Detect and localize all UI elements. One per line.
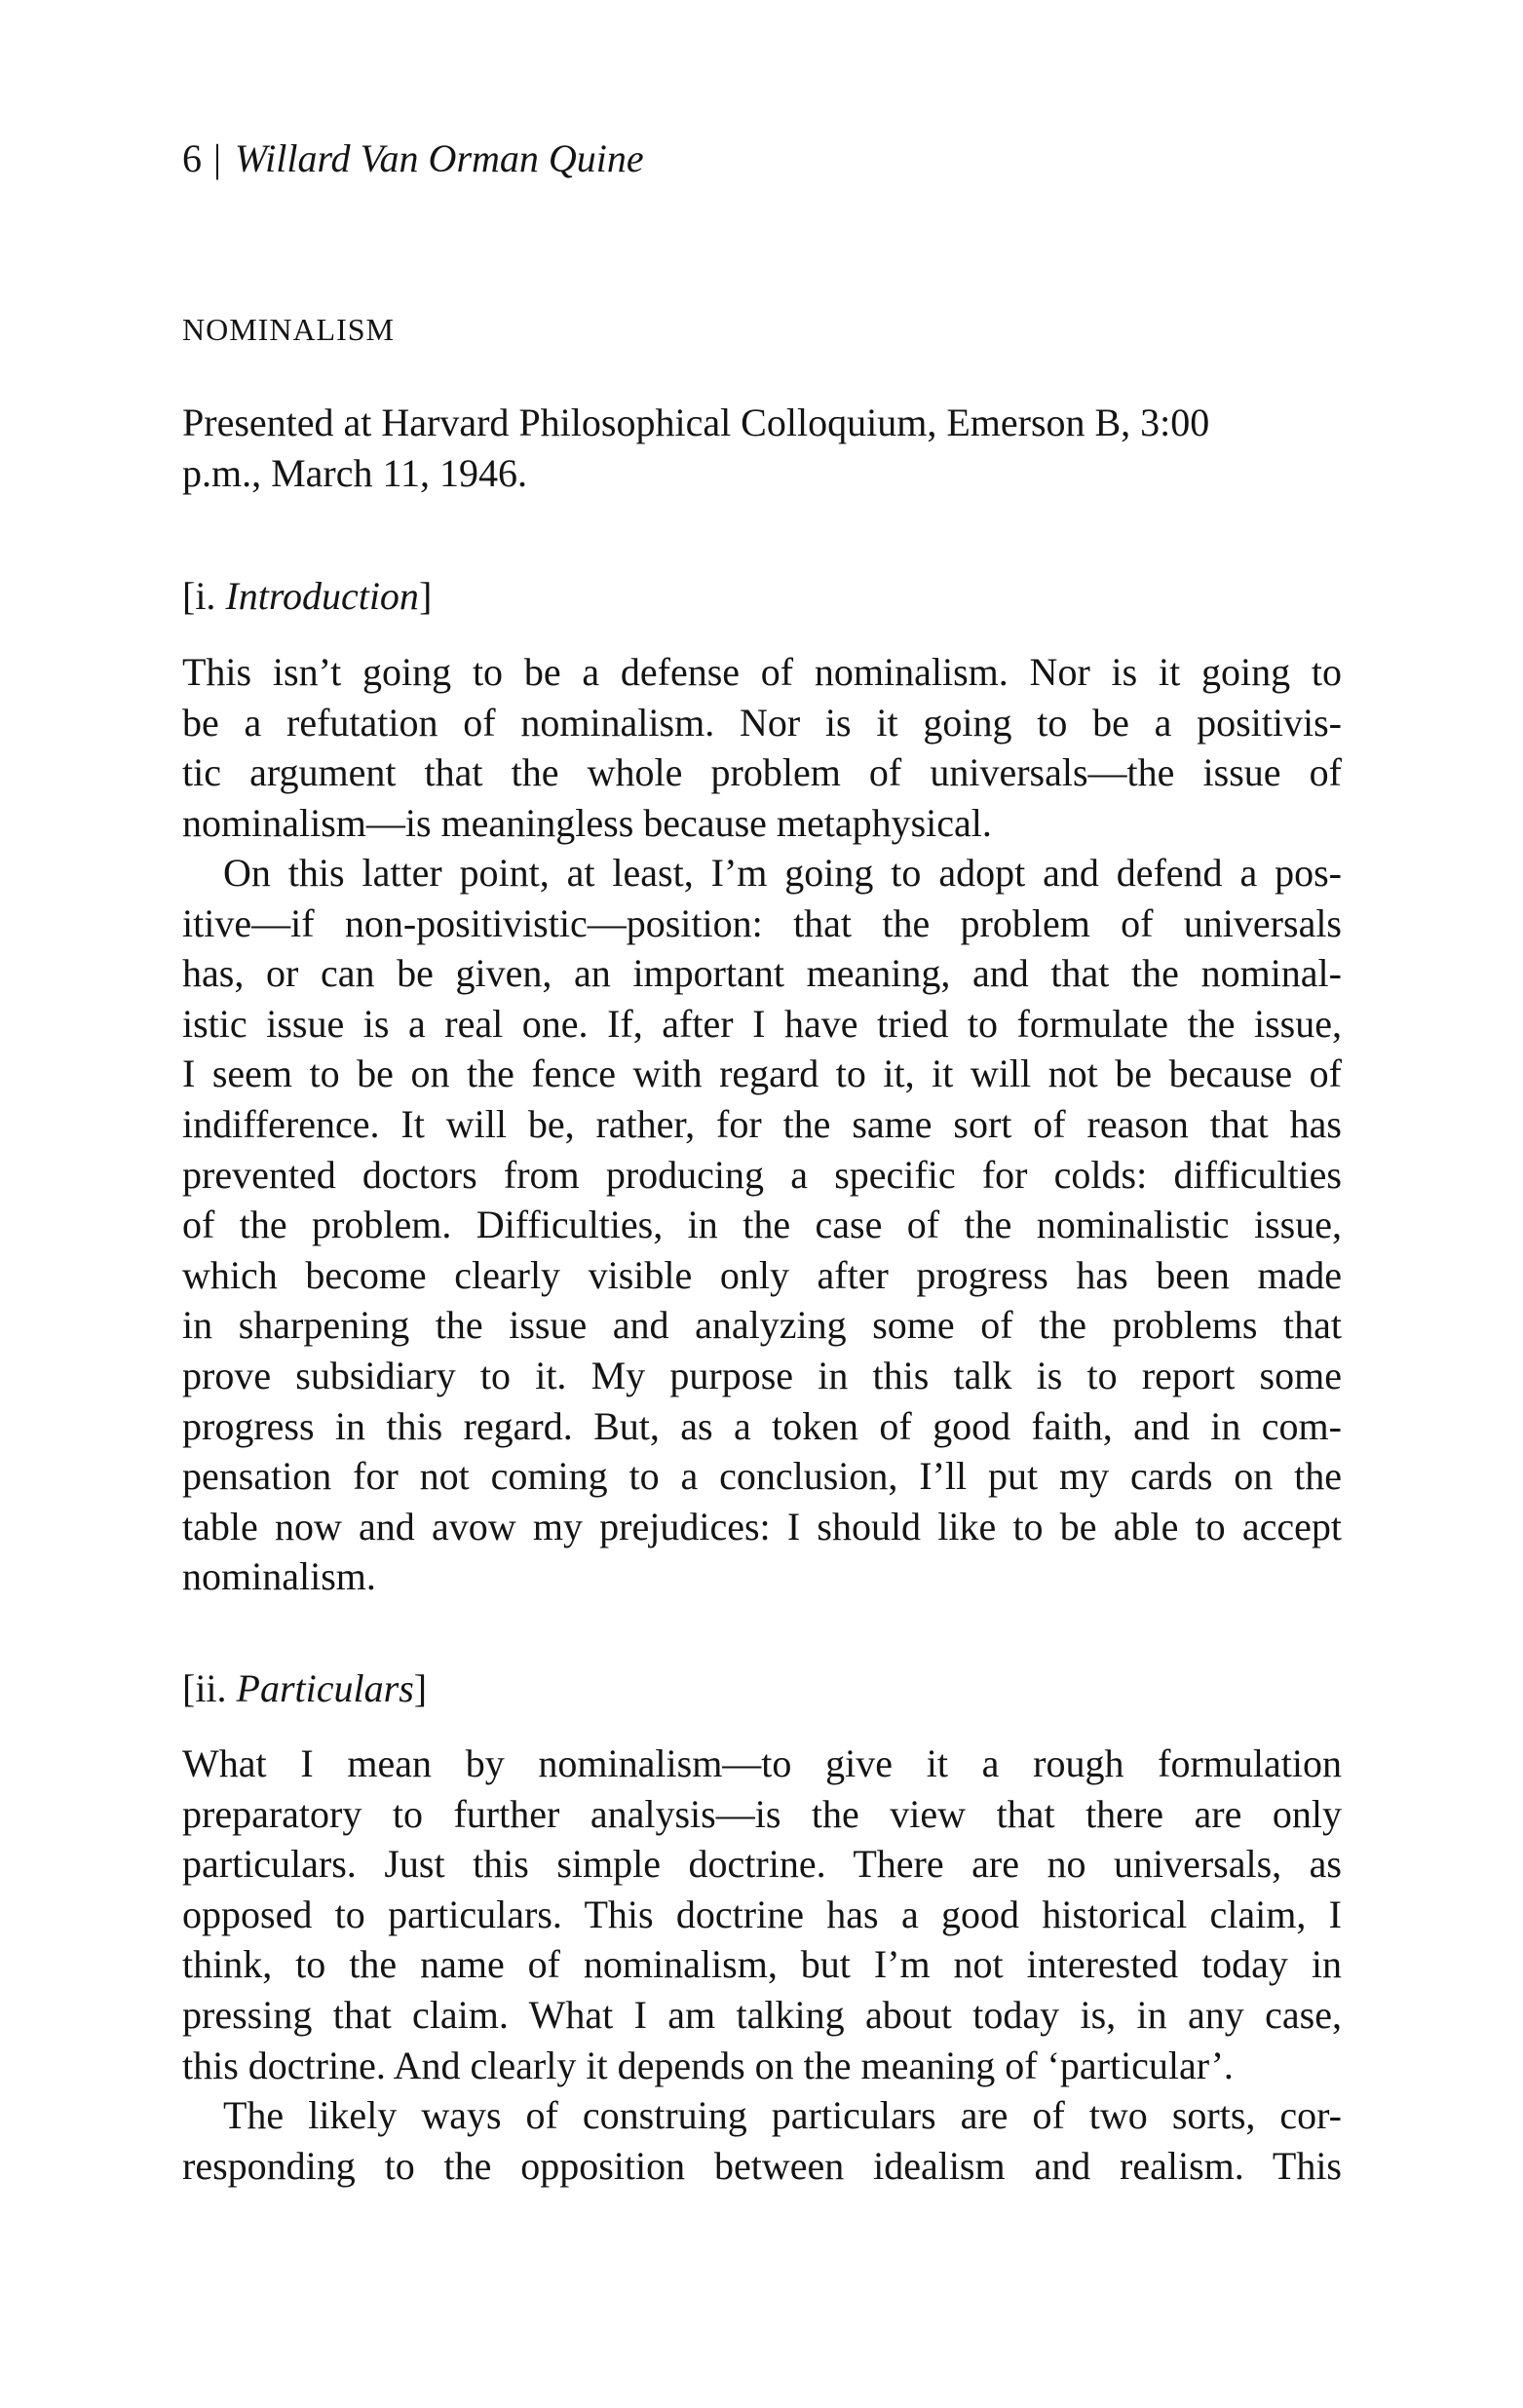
text-line: of the problem. Difficulties, in the case of the nominalistic issue, — [182, 1203, 1342, 1247]
text-line: tic argument that the whole problem of universals—the issue of — [182, 750, 1342, 795]
text-line: prove subsidiary to it. My purpose in this talk is to report some — [182, 1353, 1342, 1397]
text-line: prevented doctors from producing a specific for colds: difficulties — [182, 1152, 1342, 1197]
text-line: be a refutation of nominalism. Nor is it going to be a positivis- — [182, 700, 1342, 745]
subheading-bracket-open: [i. — [182, 574, 226, 618]
text-line: pensation for not coming to a conclusion, I’ll put my cards on the — [182, 1454, 1342, 1499]
text-line: I seem to be on the fence with regard to it, it will not be because of — [182, 1051, 1342, 1096]
subheading-bracket-close: ] — [413, 1666, 428, 1710]
text-line: particulars. Just this simple doctrine. There are no universals, as — [182, 1842, 1342, 1887]
text-line: responding to the opposition between idealism and realism. This — [182, 2143, 1342, 2188]
text-line: What I mean by nominalism—to give it a rough formulation — [182, 1741, 1342, 1785]
subheading-introduction — [182, 572, 432, 621]
text-line: opposed to particulars. This doctrine has a good historical claim, I — [182, 1892, 1342, 1936]
text-line: nominalism—is meaningless because metaphysical. — [182, 800, 992, 845]
text-line: think, to the name of nominalism, but I’m not interested today in — [182, 1942, 1342, 1987]
text-line: pressing that claim. What I am talking about today is, in any case, — [182, 1992, 1342, 2037]
header-separator: | — [213, 136, 222, 180]
subheading-particulars — [182, 1664, 427, 1713]
text-line: indifference. It will be, rather, for the same sort of reason that has — [182, 1101, 1342, 1146]
text-line: this doctrine. And clearly it depends on the meaning of ‘particular’. — [182, 2043, 1234, 2087]
text-line: has, or can be given, an important meaning, and that the nominal- — [182, 951, 1342, 996]
text-line: This isn’t going to be a defense of nominalism. Nor is it going to — [182, 650, 1342, 694]
text-line: On this latter point, at least, I’m going to adopt and defend a pos- — [223, 851, 1342, 895]
section-title: NOMINALISM — [182, 312, 395, 347]
text-line: p.m., March 11, 1946. — [182, 450, 528, 495]
running-head — [182, 134, 644, 183]
presentation-note — [182, 398, 1342, 498]
intro-paragraph-2 — [182, 848, 1342, 1602]
text-line: istic issue is a real one. If, after I have tried to formulate the issue, — [182, 1001, 1342, 1046]
text-line: itive—if non-positivistic—position: that the problem of universals — [182, 900, 1342, 945]
particulars-paragraph-1 — [182, 1739, 1342, 2090]
text-line: progress in this regard. But, as a token of good faith, and in com- — [182, 1403, 1342, 1448]
subheading-title: Introduction — [225, 574, 419, 618]
text-line: nominalism. — [182, 1554, 376, 1599]
subheading-bracket-close: ] — [418, 574, 433, 618]
text-line: table now and avow my prejudices: I should like to be able to accept — [182, 1504, 1342, 1548]
header-author: Willard Van Orman Quine — [235, 136, 644, 180]
subheading-title: Particulars — [236, 1666, 414, 1710]
text-line: in sharpening the issue and analyzing some of the problems that — [182, 1303, 1342, 1348]
text-line: Presented at Harvard Philosophical Colloquium, Emerson B, 3:00 — [182, 401, 1210, 444]
subheading-bracket-open: [ii. — [182, 1666, 237, 1710]
particulars-paragraph-2 — [182, 2090, 1342, 2191]
text-line: which become clearly visible only after progress has been made — [182, 1252, 1342, 1297]
text-line: The likely ways of construing particulars are of two sorts, cor- — [223, 2093, 1342, 2137]
intro-paragraph-1 — [182, 647, 1342, 848]
page-number: 6 — [182, 136, 202, 180]
text-line: preparatory to further analysis—is the view that there are only — [182, 1791, 1342, 1836]
